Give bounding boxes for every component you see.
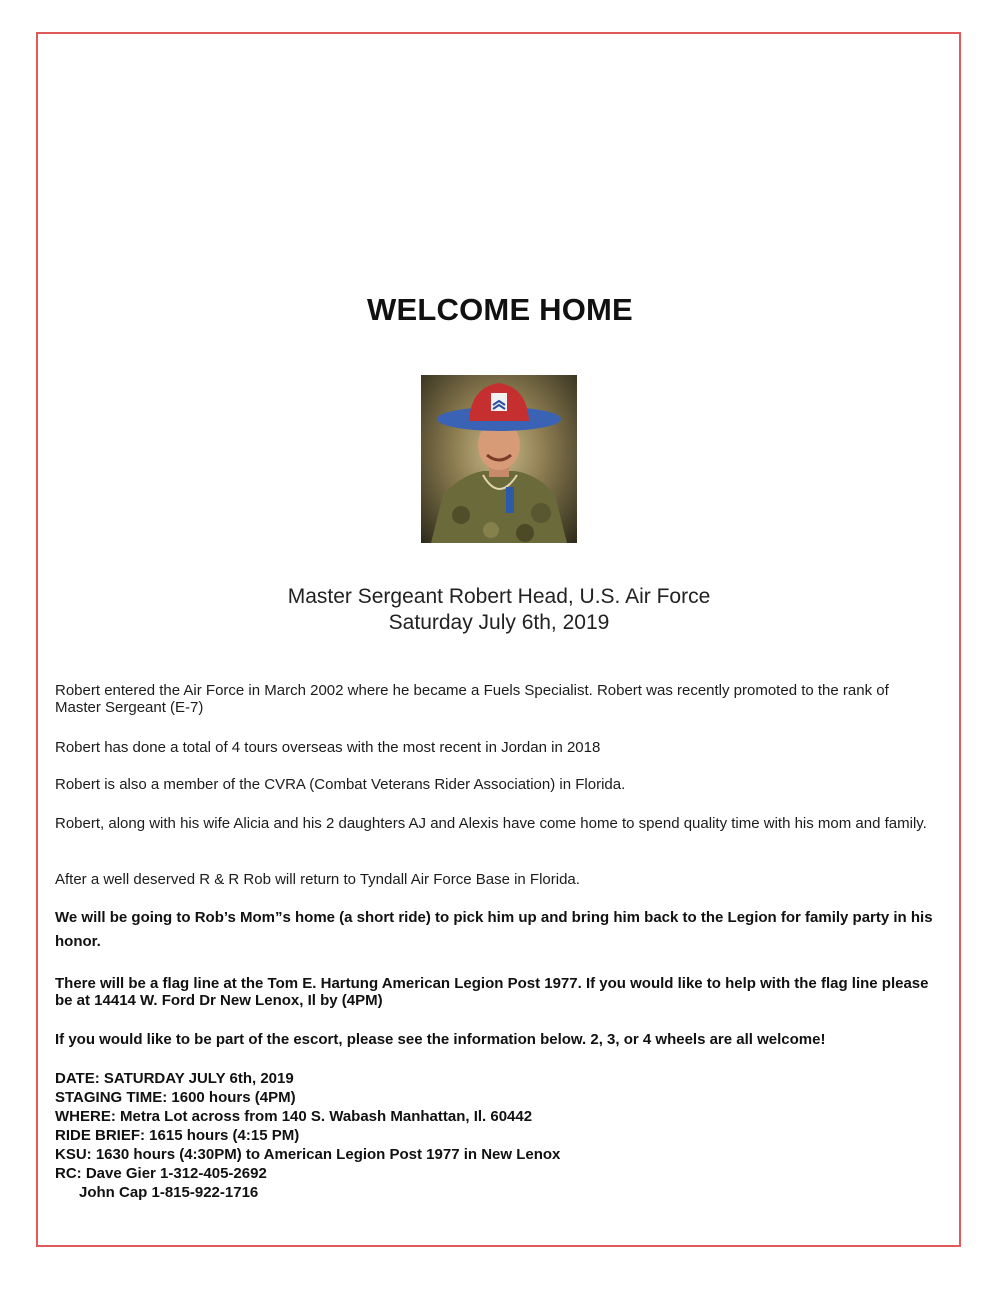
paragraph-cvra: Robert is also a member of the CVRA (Combat Veterans Rider Association) in Florida. [55,776,626,793]
escort-rc-contact-1: RC: Dave Gier 1-312-405-2692 [55,1165,267,1182]
bold-paragraph-pickup: We will be going to Rob’s Mom”s home (a short ride) to pick him up and bring him back to the Legion for family party in his honor. [55,909,933,950]
escort-staging-time: STAGING TIME: 1600 hours (4PM) [55,1089,296,1106]
page-border [36,32,961,1247]
escort-details [55,1069,560,1202]
escort-date: DATE: SATURDAY JULY 6th, 2019 [55,1070,294,1087]
event-date: Saturday July 6th, 2019 [388,611,610,634]
portrait-photo [421,375,577,543]
paragraph-tours: Robert has done a total of 4 tours overseas with the most recent in Jordan in 2018 [55,739,601,756]
page-title: WELCOME HOME [367,292,633,327]
escort-location: WHERE: Metra Lot across from 140 S. Wabash Manhattan, Il. 60442 [55,1108,533,1125]
paragraph-return: After a well deserved R & R Rob will return to Tyndall Air Force Base in Florida. [55,871,580,888]
escort-ride-brief: RIDE BRIEF: 1615 hours (4:15 PM) [55,1127,300,1144]
paragraph-service: Robert entered the Air Force in March 2002 where he became a Fuels Specialist. Robert was recently promoted to the rank of Master Sergeant (E-7) [55,682,889,716]
escort-rc-contact-2: John Cap 1-815-922-1716 [79,1184,259,1201]
honoree-name: Master Sergeant Robert Head, U.S. Air Force [287,585,711,608]
paragraph-family: Robert, along with his wife Alicia and his 2 daughters AJ and Alexis have come home to spend quality time with his mom and family. [55,815,927,832]
bold-paragraph-escort: If you would like to be part of the escort, please see the information below. 2, 3, or 4 wheels are all welcome! [55,1031,826,1048]
escort-ksu: KSU: 1630 hours (4:30PM) to American Legion Post 1977 in New Lenox [55,1146,561,1163]
bold-paragraph-flag-line: There will be a flag line at the Tom E. Hartung American Legion Post 1977. If you would like to help with the flag line please be at 14414 W. Ford Dr New Lenox, Il by (4PM) [55,975,929,1009]
